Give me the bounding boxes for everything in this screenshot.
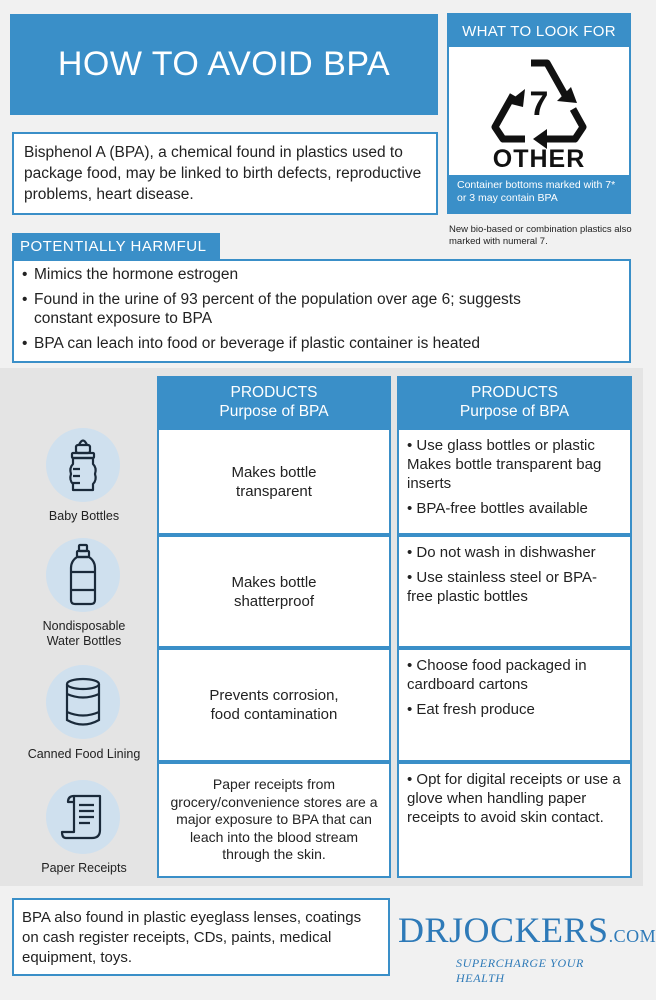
list-item: • Mimics the hormone estrogen bbox=[22, 266, 239, 283]
list-item: • Choose food packaged in cardboard cartons bbox=[407, 657, 587, 693]
tips-cell bbox=[397, 535, 632, 648]
harmful-list bbox=[12, 259, 631, 363]
footer-note: BPA also found in plastic eyeglass lenses, coatings on cash register receipts, CDs, paints, medical equipment, toys. bbox=[12, 898, 390, 976]
look-for-header: WHAT TO LOOK FOR bbox=[449, 15, 629, 47]
purpose-cell: Makes bottle transparent bbox=[157, 428, 391, 535]
tips-cell bbox=[397, 648, 632, 762]
purpose-cell: Prevents corrosion, food contamination bbox=[157, 648, 391, 762]
product-icon-container bbox=[46, 780, 120, 854]
purpose-cell: Makes bottle shatterproof bbox=[157, 535, 391, 648]
list-item: • Use stainless steel or BPA-free plastic bottles bbox=[407, 569, 598, 605]
water-bottle-icon bbox=[46, 538, 120, 612]
column-header-purpose: PRODUCTS Purpose of BPA bbox=[157, 376, 391, 428]
tips-cell bbox=[397, 428, 632, 535]
recycle-label: OTHER bbox=[492, 145, 586, 173]
recycle-triangle-icon bbox=[487, 51, 591, 149]
list-item: • Found in the urine of 93 percent of the population over age 6; suggests bbox=[22, 291, 521, 308]
product-icon-container bbox=[46, 538, 120, 612]
tips-cell bbox=[397, 762, 632, 878]
column-header-tips: PRODUCTS Purpose of BPA bbox=[397, 376, 632, 428]
purpose-cell: Paper receipts from grocery/convenience stores are a major exposure to BPA that can leach into the blood stream through the skin. bbox=[157, 762, 391, 878]
page-title: HOW TO AVOID BPA bbox=[10, 14, 438, 115]
look-for-footer: Container bottoms marked with 7* or 3 may contain BPA bbox=[449, 175, 629, 212]
list-item: • BPA-free bottles available bbox=[407, 500, 588, 517]
list-item: constant exposure to BPA bbox=[34, 310, 213, 327]
receipt-icon bbox=[46, 780, 120, 854]
what-to-look-for-panel bbox=[447, 13, 631, 214]
list-item: • BPA can leach into food or beverage if plastic container is heated bbox=[22, 335, 481, 352]
harmful-header: POTENTIALLY HARMFUL bbox=[12, 233, 220, 259]
can-icon bbox=[46, 665, 120, 739]
product-icon-container bbox=[46, 428, 120, 502]
recycle-symbol bbox=[449, 47, 629, 175]
list-item: • Opt for digital receipts or use a glove when handling paper receipts to avoid skin contact. bbox=[407, 771, 621, 826]
product-label: Paper Receipts bbox=[41, 861, 127, 875]
look-for-note: New bio-based or combination plastics also marked with numeral 7. bbox=[449, 224, 632, 247]
list-item: • Do not wash in dishwasher bbox=[407, 544, 596, 561]
list-item: • Use glass bottles or plastic Makes bottle transparent bag inserts bbox=[407, 437, 602, 492]
product-icon-container bbox=[46, 665, 120, 739]
recycle-number: 7 bbox=[529, 85, 549, 123]
intro-text: Bisphenol A (BPA), a chemical found in plastics used to package food, may be linked to birth defects, reproductive problems, heart disease. bbox=[12, 132, 438, 215]
brand-logo: DRJOCKERS.COM SUPERCHARGE YOUR HEALTH bbox=[398, 910, 656, 985]
baby-bottle-icon bbox=[46, 428, 120, 502]
product-label: Baby Bottles bbox=[48, 509, 120, 523]
product-label: Nondisposable Water Bottles bbox=[42, 619, 126, 648]
list-item: • Eat fresh produce bbox=[407, 701, 535, 718]
product-label: Canned Food Lining bbox=[27, 747, 141, 761]
